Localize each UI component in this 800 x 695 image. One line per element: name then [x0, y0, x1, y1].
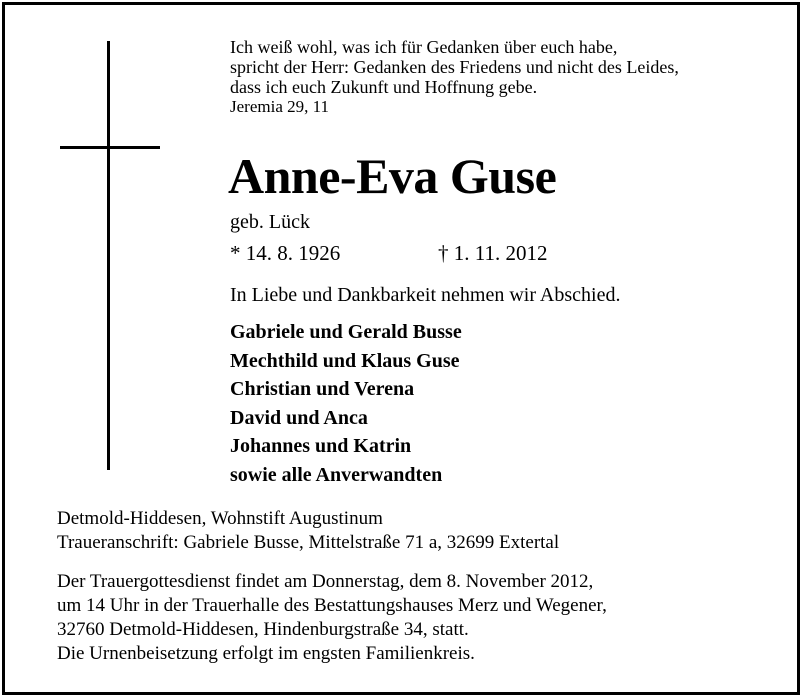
- verse-reference: Jeremia 29, 11: [230, 97, 329, 116]
- mourner: Mechthild und Klaus Guse: [230, 349, 460, 372]
- bible-verse: [230, 37, 679, 117]
- service-line: Die Urnenbeisetzung erfolgt im engsten Familienkreis.: [57, 643, 475, 664]
- verse-line: dass ich euch Zukunft und Hoffnung gebe.: [230, 77, 538, 97]
- farewell-text: In Liebe und Dankbarkeit nehmen wir Abschied.: [230, 284, 621, 306]
- mourner: Christian und Verena: [230, 378, 415, 401]
- mourner: sowie alle Anverwandten: [230, 463, 443, 486]
- mourners-list: [230, 318, 462, 490]
- mourner: David und Anca: [230, 406, 368, 429]
- service-info: [57, 570, 607, 666]
- birth-date: * 14. 8. 1926: [230, 241, 341, 265]
- deceased-name: Anne-Eva Guse: [228, 148, 557, 204]
- cross-icon-horizontal: [60, 146, 160, 149]
- service-line: um 14 Uhr in der Trauerhalle des Bestattungshauses Merz und Wegener,: [57, 595, 607, 616]
- location: Detmold-Hiddesen, Wohnstift Augustinum: [57, 508, 383, 529]
- maiden-name: geb. Lück: [230, 211, 310, 233]
- address-block: [57, 507, 559, 555]
- death-date: † 1. 11. 2012: [438, 241, 548, 265]
- mourner: Johannes und Katrin: [230, 435, 412, 458]
- verse-line: Ich weiß wohl, was ich für Gedanken über euch habe,: [230, 37, 618, 57]
- service-line: 32760 Detmold-Hiddesen, Hindenburgstraße 34, statt.: [57, 619, 469, 640]
- verse-line: spricht der Herr: Gedanken des Friedens und nicht des Leides,: [230, 57, 679, 77]
- cross-icon-vertical: [107, 41, 110, 470]
- mourner: Gabriele und Gerald Busse: [230, 321, 462, 343]
- service-line: Der Trauergottesdienst findet am Donnerstag, dem 8. November 2012,: [57, 571, 594, 592]
- mourning-address: Traueranschrift: Gabriele Busse, Mittelstraße 71 a, 32699 Extertal: [57, 532, 560, 553]
